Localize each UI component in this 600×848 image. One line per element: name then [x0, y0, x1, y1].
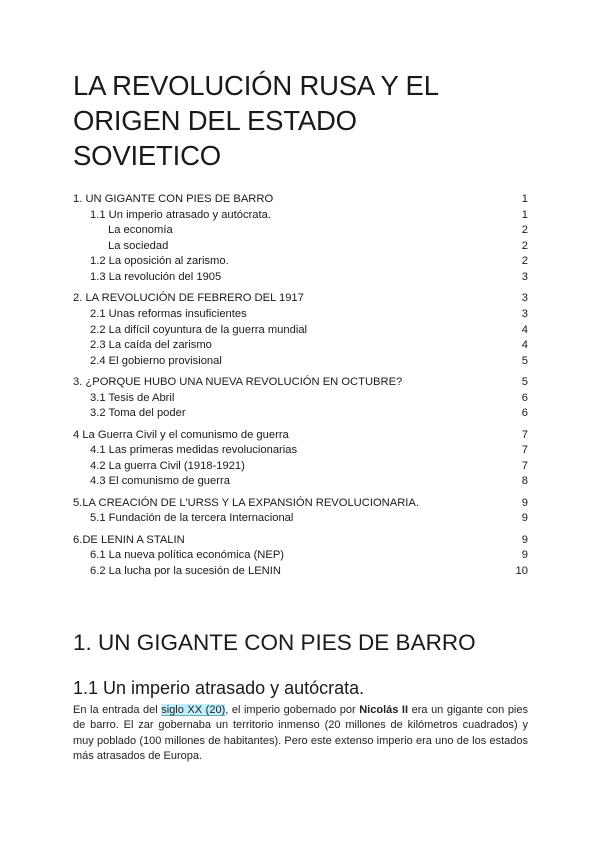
- toc-entry-page: 9: [521, 496, 528, 509]
- toc-entry-page: 5: [521, 376, 528, 389]
- toc-entry-page: 2: [521, 255, 528, 268]
- toc-entry[interactable]: [73, 564, 528, 580]
- toc-entry-page: 3: [521, 307, 528, 320]
- toc-entry[interactable]: [73, 239, 528, 255]
- toc-entry[interactable]: [73, 254, 528, 270]
- toc-entry[interactable]: [73, 443, 528, 459]
- toc-entry[interactable]: [73, 548, 528, 564]
- paragraph-text: , el imperio gobernado por: [225, 704, 360, 716]
- toc-entry-label: 1.2 La oposición al zarismo.: [90, 255, 229, 268]
- toc-entry-page: 3: [521, 270, 528, 283]
- toc-entry-label: La sociedad: [108, 239, 169, 252]
- toc-entry[interactable]: [73, 192, 528, 208]
- highlighted-link[interactable]: siglo XX (20): [161, 704, 226, 716]
- toc-entry-page: 10: [515, 565, 528, 578]
- table-of-contents: [73, 192, 528, 580]
- title-line: SOVIETICO: [73, 140, 221, 171]
- toc-entry-label: 3.2 Toma del poder: [90, 407, 186, 420]
- toc-entry[interactable]: [73, 270, 528, 286]
- toc-entry-page: 7: [521, 459, 528, 472]
- paragraph-text: era un gigante con pies de barro. El zar gobernaba un territorio inmenso (20 millones de kilómetros cuadrados) y muy poblado (100 millones de habitantes). Pero este extenso imperio era uno de los estados más atrasados de Europa.: [73, 704, 528, 763]
- paragraph-text: En la entrada del: [73, 704, 162, 716]
- toc-entry-page: 3: [521, 292, 528, 305]
- toc-entry-page: 4: [521, 323, 528, 336]
- body-paragraph: [73, 703, 528, 765]
- toc-entry-label: 4.1 Las primeras medidas revolucionarias: [90, 444, 298, 457]
- toc-entry[interactable]: [73, 223, 528, 239]
- toc-entry-page: 4: [521, 339, 528, 352]
- subsection-heading: 1.1 Un imperio atrasado y autócrata.: [73, 678, 365, 698]
- toc-entry-label: 2.4 El gobierno provisional: [90, 354, 222, 367]
- toc-entry-label: 2.3 La caída del zarismo: [90, 339, 212, 352]
- toc-entry-page: 1: [521, 193, 528, 205]
- toc-entry-label: 2.2 La difícil coyuntura de la guerra mundial: [90, 323, 308, 336]
- section-heading: 1. UN GIGANTE CON PIES DE BARRO: [73, 630, 476, 655]
- toc-entry-page: 7: [521, 444, 528, 457]
- toc-entry[interactable]: [73, 474, 528, 490]
- toc-entry-page: 8: [521, 475, 528, 488]
- toc-entry-page: 6: [521, 407, 528, 420]
- toc-entry-label: 1. UN GIGANTE CON PIES DE BARRO: [73, 193, 274, 205]
- toc-entry-label: 2. LA REVOLUCIÓN DE FEBRERO DEL 1917: [73, 292, 304, 305]
- toc-entry-label: 1.3 La revolución del 1905: [90, 270, 222, 283]
- title-line: ORIGEN DEL ESTADO: [73, 105, 357, 136]
- toc-entry[interactable]: [73, 208, 528, 224]
- bold-name: Nicolás II: [359, 704, 409, 716]
- toc-entry-page: 9: [521, 549, 528, 562]
- toc-entry[interactable]: [73, 323, 528, 339]
- toc-entry-label: 4 La Guerra Civil y el comunismo de guerra: [73, 428, 289, 441]
- toc-entry-label: 4.3 El comunismo de guerra: [90, 475, 230, 488]
- toc-entry-label: La economía: [108, 224, 173, 237]
- toc-entry[interactable]: [73, 338, 528, 354]
- title-line: LA REVOLUCIÓN RUSA Y EL: [73, 70, 439, 101]
- toc-entry-page: 9: [521, 512, 528, 525]
- toc-entry[interactable]: [73, 428, 528, 444]
- toc-entry-page: 6: [521, 391, 528, 404]
- toc-entry-label: 6.2 La lucha por la sucesión de LENIN: [90, 565, 281, 578]
- toc-entry-label: 6.DE LENIN A STALIN: [73, 533, 185, 546]
- toc-entry-page: 5: [521, 354, 528, 367]
- toc-entry[interactable]: [73, 459, 528, 475]
- toc-entry[interactable]: [73, 533, 528, 549]
- toc-entry[interactable]: [73, 291, 528, 307]
- toc-entry-page: 2: [521, 239, 528, 252]
- toc-entry-label: 1.1 Un imperio atrasado y autócrata.: [90, 208, 271, 221]
- toc-entry[interactable]: [73, 391, 528, 407]
- toc-entry-label: 3. ¿PORQUE HUBO UNA NUEVA REVOLUCIÓN EN OCTUBRE?: [73, 376, 403, 389]
- toc-entry[interactable]: [73, 496, 528, 512]
- toc-entry-label: 4.2 La guerra Civil (1918-1921): [90, 459, 245, 472]
- document-title: [73, 68, 528, 173]
- toc-entry[interactable]: [73, 354, 528, 370]
- toc-entry-label: 5.1 Fundación de la tercera Internacional: [90, 512, 294, 525]
- toc-entry[interactable]: [73, 375, 528, 391]
- toc-entry-page: 7: [521, 428, 528, 441]
- toc-entry-label: 6.1 La nueva política económica (NEP): [90, 549, 285, 562]
- toc-entry[interactable]: [73, 511, 528, 527]
- toc-entry-page: 1: [521, 208, 528, 221]
- toc-entry-page: 2: [521, 224, 528, 237]
- toc-entry[interactable]: [73, 406, 528, 422]
- toc-entry-label: 3.1 Tesis de Abril: [90, 391, 175, 404]
- toc-entry-label: 5.LA CREACIÓN DE L'URSS Y LA EXPANSIÓN REVOLUCIONARIA.: [73, 496, 419, 509]
- toc-entry-label: 2.1 Unas reformas insuficientes: [90, 307, 247, 320]
- toc-entry-page: 9: [521, 533, 528, 546]
- toc-entry[interactable]: [73, 307, 528, 323]
